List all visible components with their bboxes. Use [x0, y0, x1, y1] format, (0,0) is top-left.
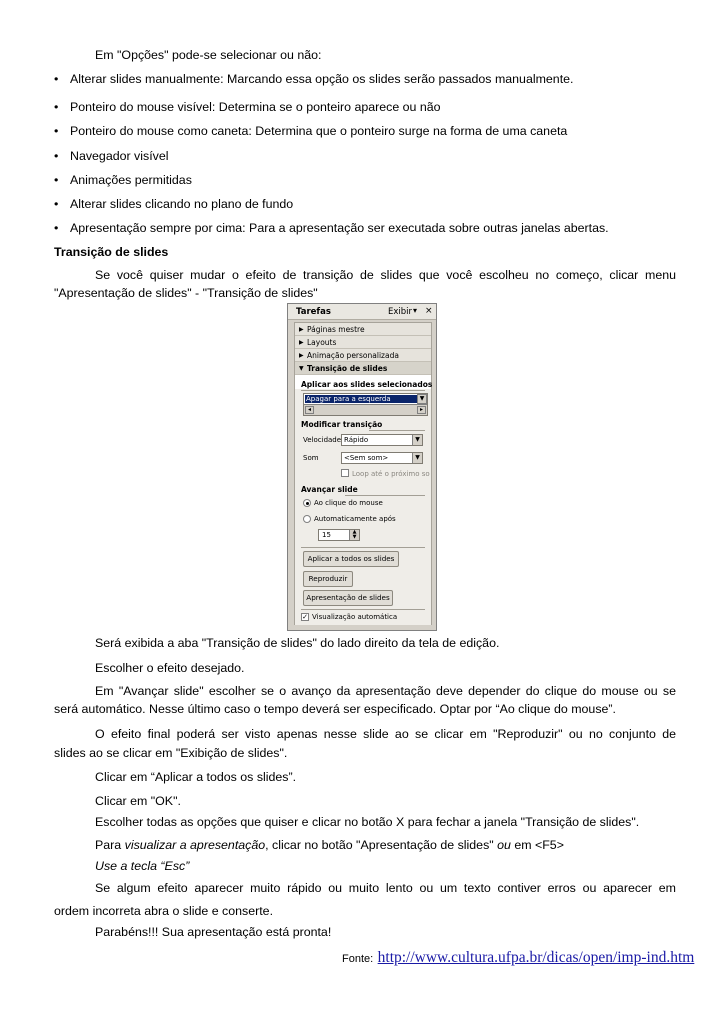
text-run: , clicar no botão "Apresentação de slides"	[265, 838, 498, 852]
bullet-item	[54, 100, 441, 115]
automatic-label: Automaticamente após	[314, 515, 396, 523]
scroll-left-icon[interactable]: ◂	[305, 406, 314, 414]
view-menu[interactable]: Exibir	[388, 307, 413, 317]
group-divider	[301, 547, 425, 548]
sound-select-value: <Sem som>	[344, 454, 389, 462]
task-pane-title: Tarefas	[296, 307, 331, 317]
paragraph-line: Clicar em "OK".	[95, 794, 181, 808]
collapsed-arrow-icon: ▶	[299, 326, 304, 333]
bullet-dot: •	[54, 100, 59, 114]
auto-preview-label: Visualização automática	[312, 613, 398, 621]
source-citation	[342, 949, 694, 967]
options-intro: Em "Opções" pode-se selecionar ou não:	[95, 48, 322, 62]
group-divider	[301, 390, 425, 391]
loop-checkbox[interactable]	[341, 469, 349, 477]
auto-preview-checkbox[interactable]: ✓	[302, 613, 308, 621]
task-pane-header	[288, 304, 436, 320]
paragraph-line: "Apresentação de slides" - "Transição de slides"	[54, 286, 318, 300]
task-pane-screenshot	[287, 303, 437, 631]
section-label: Animação personalizada	[307, 351, 399, 360]
bullet-item	[54, 124, 567, 139]
paragraph-line: Se você quiser mudar o efeito de transição de slides que você escolheu no começo, clicar menu	[95, 268, 676, 282]
bullet-text: Navegador visível	[70, 149, 169, 163]
paragraph-line: Clicar em “Aplicar a todos os slides”.	[95, 770, 297, 784]
speed-select-value: Rápido	[344, 436, 369, 444]
bullet-dot: •	[54, 124, 59, 138]
text-run: em <F5>	[510, 838, 564, 852]
section-label: Layouts	[307, 338, 337, 347]
paragraph-line: O efeito final poderá ser visto apenas nesse slide ao se clicar em "Reproduzir" ou no conjunto de	[95, 727, 676, 741]
chevron-down-icon[interactable]: ▼	[412, 453, 422, 463]
group-divider	[369, 430, 425, 431]
chevron-down-icon[interactable]: ▼	[412, 435, 422, 445]
bullet-item	[54, 173, 192, 188]
section-master-pages[interactable]	[295, 323, 431, 336]
bullet-text: Ponteiro do mouse como caneta: Determina que o ponteiro surge na forma de uma caneta	[70, 124, 568, 138]
auto-time-spinner[interactable]	[318, 529, 360, 541]
source-link[interactable]: http://www.cultura.ufpa.br/dicas/open/imp-ind.htm	[377, 949, 695, 966]
paragraph-line: Será exibida a aba "Transição de slides" do lado direito da tela de edição.	[95, 636, 500, 650]
transition-list[interactable]	[303, 393, 428, 416]
section-layouts[interactable]	[295, 336, 431, 349]
source-label: Fonte:	[342, 953, 374, 965]
transition-list-selected[interactable]: Apagar para a esquerda	[305, 395, 417, 403]
modify-group-title: Modificar transição	[301, 420, 383, 429]
paragraph-line: Escolher o efeito desejado.	[95, 661, 245, 675]
paragraph-line	[95, 838, 564, 853]
paragraph-line: slides ao se clicar em "Exibição de slides".	[54, 746, 288, 760]
chevron-down-icon[interactable]: ▼	[417, 394, 427, 404]
scroll-right-icon[interactable]: ▸	[417, 406, 426, 414]
bullet-dot: •	[54, 149, 59, 163]
horizontal-scrollbar[interactable]	[304, 404, 427, 415]
bullet-text: Alterar slides clicando no plano de fundo	[70, 197, 294, 211]
section-label: Transição de slides	[307, 364, 388, 373]
bullet-item	[54, 149, 168, 164]
bullet-text: Apresentação sempre por cima: Para a apresentação ser executada sobre outras janelas abertas.	[70, 221, 609, 235]
sound-label: Som	[303, 454, 319, 462]
group-divider	[345, 495, 425, 496]
text-run-italic: visualizar a apresentação	[124, 838, 266, 852]
slideshow-button[interactable]: Apresentação de slides	[303, 590, 393, 606]
text-run: Para	[95, 838, 125, 852]
bullet-text: Animações permitidas	[70, 173, 192, 187]
bullet-dot: •	[54, 173, 59, 187]
collapsed-arrow-icon: ▶	[299, 339, 304, 346]
speed-select[interactable]	[341, 434, 423, 446]
apply-group-title: Aplicar aos slides selecionados	[301, 380, 433, 389]
paragraph-line: será automático. Nesse último caso o tempo deverá ser especificado. Optar por “Ao clique do mouse”.	[54, 702, 616, 716]
paragraph-line: Parabéns!!! Sua apresentação está pronta!	[95, 925, 332, 939]
bullet-dot: •	[54, 197, 59, 211]
spinner-arrows-icon[interactable]: ▲ ▼	[349, 530, 359, 540]
section-heading: Transição de slides	[54, 245, 169, 259]
auto-time-value: 15	[322, 531, 331, 539]
chevron-down-icon[interactable]: ▾	[413, 306, 418, 315]
group-divider	[301, 609, 425, 610]
bullet-item	[54, 72, 573, 87]
bullet-text: Alterar slides manualmente: Marcando essa opção os slides serão passados manualmente.	[70, 72, 574, 86]
section-slide-transition[interactable]	[295, 362, 431, 375]
collapsed-arrow-icon: ▶	[299, 352, 304, 359]
on-click-radio[interactable]	[303, 499, 311, 507]
task-pane-body	[294, 322, 432, 625]
play-button[interactable]: Reproduzir	[303, 571, 353, 587]
paragraph-line: Use a tecla “Esc”	[95, 859, 190, 873]
bullet-item	[54, 197, 293, 212]
paragraph-line: Em "Avançar slide" escolher se o avanço da apresentação deve depender do clique do mouse ou se	[95, 684, 676, 698]
section-label: Páginas mestre	[307, 325, 365, 334]
speed-label: Velocidade	[303, 436, 342, 444]
text-run-italic: ou	[497, 838, 511, 852]
apply-all-button[interactable]: Aplicar a todos os slides	[303, 551, 399, 567]
paragraph-line: Se algum efeito aparecer muito rápido ou muito lento ou um texto contiver erros ou aparecer em	[95, 881, 676, 895]
section-custom-animation[interactable]	[295, 349, 431, 362]
sound-select[interactable]	[341, 452, 423, 464]
automatic-radio[interactable]	[303, 515, 311, 523]
bullet-dot: •	[54, 221, 59, 235]
close-icon[interactable]: ×	[425, 306, 433, 316]
bullet-item	[54, 221, 609, 236]
paragraph-line: ordem incorreta abra o slide e conserte.	[54, 904, 274, 918]
bullet-dot: •	[54, 72, 59, 86]
loop-label: Loop até o próximo so	[352, 470, 430, 478]
on-click-label: Ao clique do mouse	[314, 499, 383, 507]
advance-group-title: Avançar slide	[301, 485, 358, 494]
expanded-arrow-icon: ▼	[299, 365, 304, 372]
paragraph-line: Escolher todas as opções que quiser e clicar no botão X para fechar a janela "Transição de slides".	[95, 815, 640, 829]
bullet-text: Ponteiro do mouse visível: Determina se o ponteiro aparece ou não	[70, 100, 441, 114]
